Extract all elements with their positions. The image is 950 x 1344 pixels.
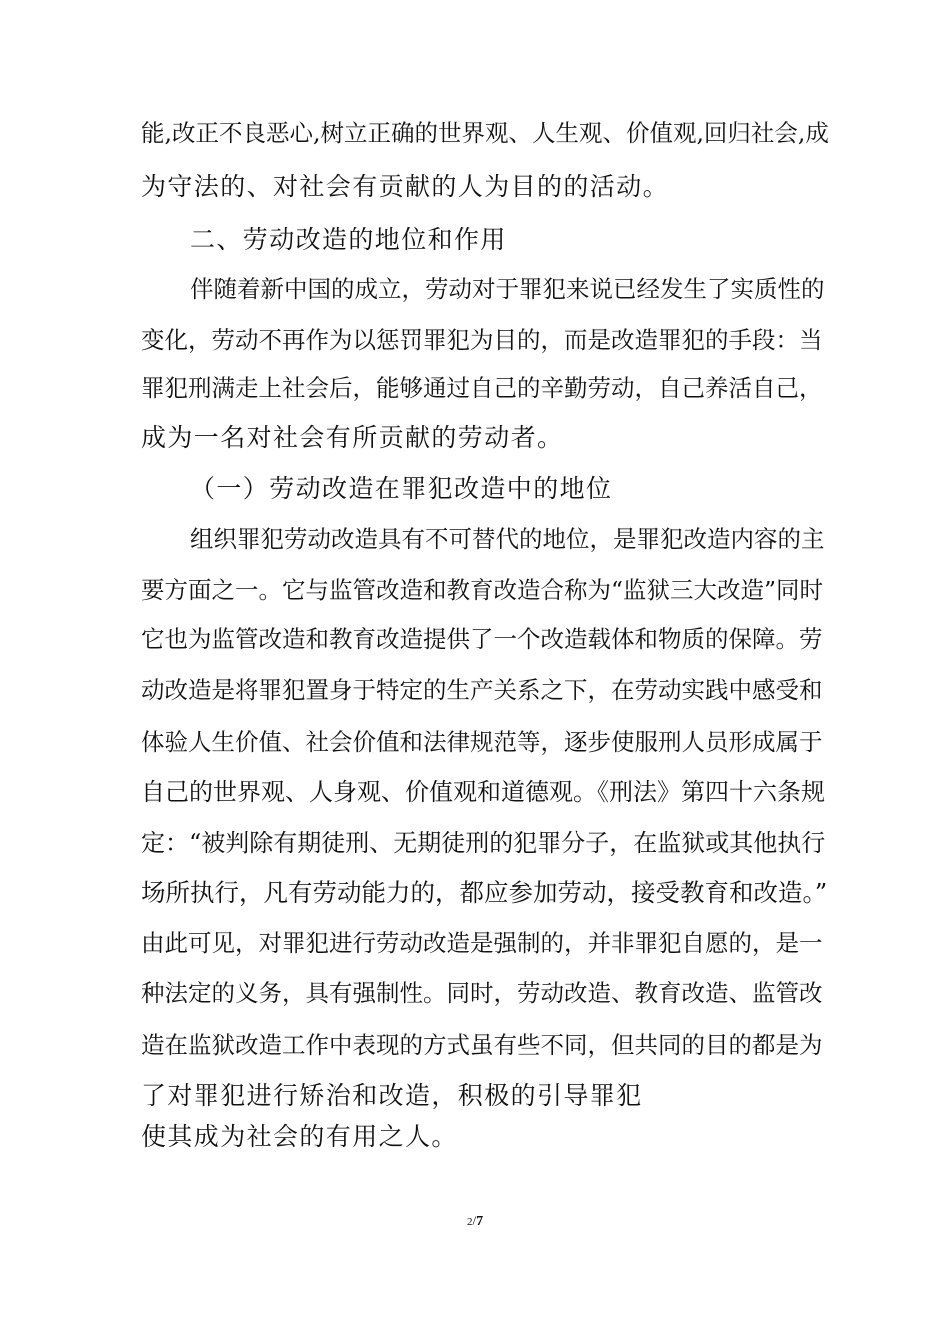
paragraph-line: 要方面之一。它与监管改造和教育改造合称为“监狱三大改造”同时: [141, 576, 824, 604]
page-number: [0, 1213, 950, 1230]
current-page-number: 2: [466, 1216, 473, 1228]
paragraph-line: 造在监狱改造工作中表现的方式虽有些不同，但共同的目的都是为: [141, 1031, 823, 1059]
paragraph-line: 组织罪犯劳动改造具有不可替代的地位，是罪犯改造内容的主: [190, 525, 825, 553]
subsection-heading: （一）劳动改造在罪犯改造中的地位: [190, 474, 613, 503]
paragraph-line: 使其成为社会的有用之人。: [141, 1122, 458, 1151]
paragraph-line: 为守法的、对社会有贡献的人为目的的活动。: [141, 172, 670, 201]
paragraph-line: 动改造是将罪犯置身于特定的生产关系之下，在劳动实践中感受和: [141, 676, 823, 704]
paragraph-line: 伴随着新中国的成立，劳动对于罪犯来说已经发生了实质性的: [190, 275, 825, 303]
paragraph-line: 定：“被判除有期徒刑、无期徒刑的犯罪分子，在监狱或其他执行: [141, 829, 826, 857]
paragraph-line: 变化，劳动不再作为以惩罚罪犯为目的，而是改造罪犯的手段：当: [141, 326, 823, 354]
paragraph-line: 了对罪犯进行矫治和改造，积极的引导罪犯: [141, 1081, 643, 1110]
paragraph-line: 能,改正不良恶心,树立正确的世界观、人生观、价值观,回归社会,成: [141, 119, 829, 147]
paragraph-line: 自己的世界观、人身观、价值观和道德观。《刑法》第四十六条规: [141, 778, 825, 806]
paragraph-line: 成为一名对社会有所贡献的劳动者。: [141, 423, 564, 452]
page-separator: /: [472, 1213, 477, 1228]
paragraph-line: 场所执行，凡有劳动能力的，都应参加劳动，接受教育和改造。”: [141, 878, 828, 907]
paragraph-line: 它也为监管改造和教育改造提供了一个改造载体和物质的保障。劳: [141, 625, 823, 653]
section-heading: 二、劳动改造的地位和作用: [190, 225, 507, 254]
paragraph-line: 种法定的义务，具有强制性。同时，劳动改造、教育改造、监管改: [141, 979, 823, 1007]
paragraph-line: 由此可见，对罪犯进行劳动改造是强制的，并非罪犯自愿的，是一: [141, 929, 823, 957]
paragraph-line: 体验人生价值、社会价值和法律规范等，逐步使服刑人员形成属于: [141, 728, 823, 756]
paragraph-line: 罪犯刑满走上社会后，能够通过自己的辛勤劳动，自己养活自己，: [141, 374, 823, 402]
total-pages-number: 7: [476, 1214, 484, 1229]
